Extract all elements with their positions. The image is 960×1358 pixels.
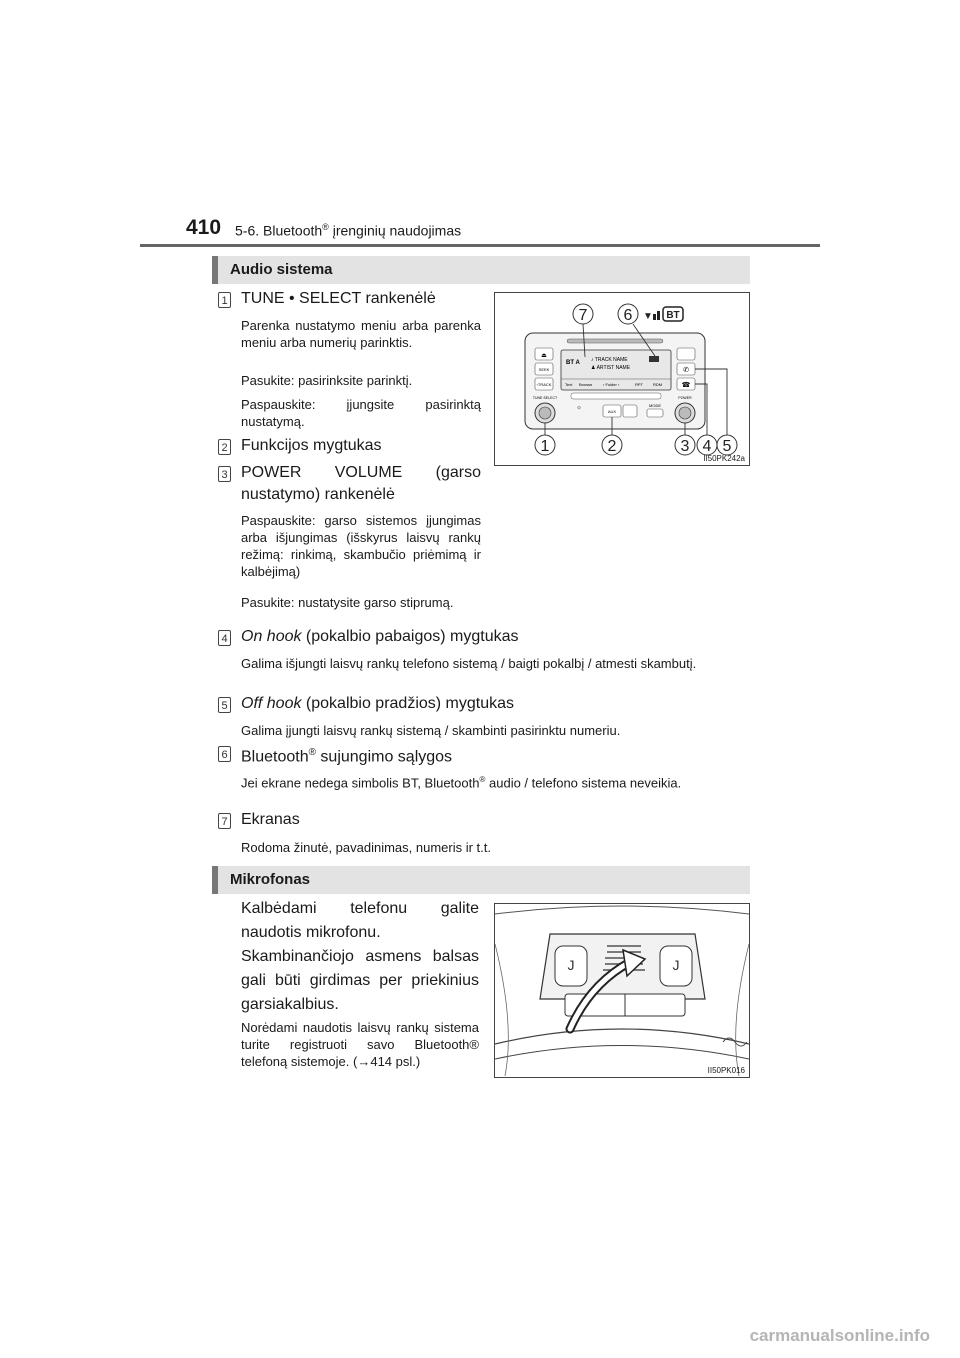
item-desc-6-sup: ®	[479, 775, 486, 784]
item-title-4-rest: (pokalbio pabaigos) mygtukas	[301, 628, 519, 645]
item-number-2: 2	[218, 439, 231, 455]
display-source: BT A	[566, 360, 580, 366]
callout-2: 2	[607, 438, 617, 455]
mic-text-3: Norėdami naudotis laisvų rankų sistema turite registruoti savo Bluetooth® telefoną sistemoje. (→414 psl.)	[241, 1020, 479, 1069]
svg-text:☼: ☼	[576, 405, 582, 411]
tune-label: TUNE·SELECT	[532, 396, 558, 400]
signal-bt-icon	[643, 307, 683, 322]
item-title-2: Funkcijos mygtukas	[241, 437, 382, 454]
softkey-folder: ‹ Folder ›	[603, 382, 620, 387]
chapter-name: 5-6. Bluetooth	[235, 222, 323, 239]
item-desc-5: Galima įjungti laisvų rankų sistemą / skambinti pasirinktu numeriu.	[241, 723, 621, 738]
svg-text:J: J	[567, 957, 575, 973]
item-number-1: 1	[218, 292, 231, 308]
softkey-text: Text	[565, 382, 573, 387]
softkey-rdm: RDM	[653, 382, 663, 387]
item-note-1a: Pasukite: pasirinksite parinktį.	[241, 373, 413, 388]
disc-slot	[567, 339, 663, 343]
item-title-6	[241, 742, 741, 768]
item-number-5: 5	[218, 697, 231, 713]
svg-text:BT: BT	[666, 310, 680, 321]
section-heading-mic: Mikrofonas	[212, 866, 750, 894]
item-title-1: TUNE • SELECT rankenėlė	[241, 290, 436, 307]
section-heading-audio: Audio sistema	[212, 256, 750, 284]
display-artist: ♟ ARTIST NAME	[591, 365, 631, 371]
item-title-6-sup: ®	[308, 747, 316, 758]
registered-mark: ®	[322, 222, 329, 232]
aux-label: AUX	[607, 409, 617, 414]
item-desc-3: Paspauskite: garso sistemos įjungimas arba išjungimas (išskyrus laisvų rankų režimą: rinkimą, skambučio priėmimą ir kalbėjimą)	[241, 513, 481, 579]
item-title-4	[241, 626, 741, 648]
svg-text:J: J	[672, 957, 680, 973]
item-title-4-em: On hook	[241, 628, 302, 645]
display-track: ♪ TRACK NAME	[591, 357, 628, 363]
usb-port	[623, 405, 637, 417]
item-title-5-rest: (pokalbio pradžios) mygtukas	[301, 695, 515, 712]
power-label: POWER	[678, 396, 692, 400]
watermark-text: carmanualsonline.info	[749, 1326, 930, 1345]
svg-text:☎: ☎	[681, 382, 691, 389]
svg-text:▼: ▼	[643, 311, 653, 322]
item-title-6-b: sujungimo sąlygos	[315, 748, 453, 766]
item-title-3: POWER VOLUME (garso nustatymo) rankenėlė	[241, 464, 481, 503]
figure-code-2: II50PK016	[707, 1066, 745, 1075]
mic-text-1: Kalbėdami telefonu galite naudotis mikrofonu.	[241, 900, 479, 941]
item-number-3: 3	[218, 466, 231, 482]
item-desc-7: Rodoma žinutė, pavadinimas, numeris ir t.t.	[241, 840, 491, 855]
mic-text-2: Skambinančiojo asmens balsas gali būti girdimas per priekinius garsiakalbius.	[241, 948, 479, 1013]
mode-button	[647, 409, 663, 417]
figure-code-1: II50PK242a	[703, 454, 745, 463]
softkey-browse: Browse	[579, 382, 593, 387]
callout-1: 1	[540, 438, 550, 455]
callout-5: 5	[722, 438, 732, 455]
item-desc-4: Galima išjungti laisvų rankų telefono sistemą / baigti pokalbį / atmesti skambutį.	[241, 656, 697, 671]
item-desc-6-b: audio / telefono sistema neveikia.	[485, 775, 682, 791]
item-title-5-em: Off hook	[241, 695, 302, 712]
item-number-6: 6	[218, 746, 231, 762]
track-label: ‹TRACK	[536, 382, 552, 387]
callout-4: 4	[702, 438, 712, 455]
bt-indicator	[649, 356, 659, 362]
scan-button	[677, 348, 695, 360]
item-title-5	[241, 693, 741, 715]
header-rule	[140, 244, 820, 247]
seek-label: SEEK	[538, 367, 550, 372]
callout-6: 6	[623, 307, 633, 324]
figure-microphone	[494, 903, 750, 1078]
callout-3: 3	[680, 438, 690, 455]
item-number-4: 4	[218, 630, 231, 646]
softkey-rpt: RPT	[635, 382, 643, 387]
item-desc-6	[241, 771, 745, 791]
svg-text:✆: ✆	[683, 367, 689, 374]
callout-7: 7	[578, 307, 588, 324]
svg-text:⏏: ⏏	[541, 353, 547, 359]
preset-buttons	[571, 393, 661, 399]
item-desc-1: Parenka nustatymo meniu arba parenka meniu arba numerių parinktis.	[241, 318, 481, 350]
item-number-7: 7	[218, 813, 231, 829]
item-note-3: Pasukite: nustatysite garso stiprumą.	[241, 595, 454, 610]
chapter-suffix: įrenginių naudojimas	[328, 222, 462, 239]
item-title-7: Ekranas	[241, 811, 300, 828]
item-title-6-a: Bluetooth	[241, 748, 309, 766]
item-desc-6-a: Jei ekrane nedega simbolis BT, Bluetooth	[241, 775, 480, 791]
chapter-title	[235, 222, 461, 239]
page-number: 410	[186, 216, 222, 239]
figure-audio-unit	[494, 292, 750, 466]
item-note-1b: Paspauskite: įjungsite pasirinktą nustatymą.	[241, 397, 481, 429]
mode-label: MODE	[649, 403, 661, 408]
